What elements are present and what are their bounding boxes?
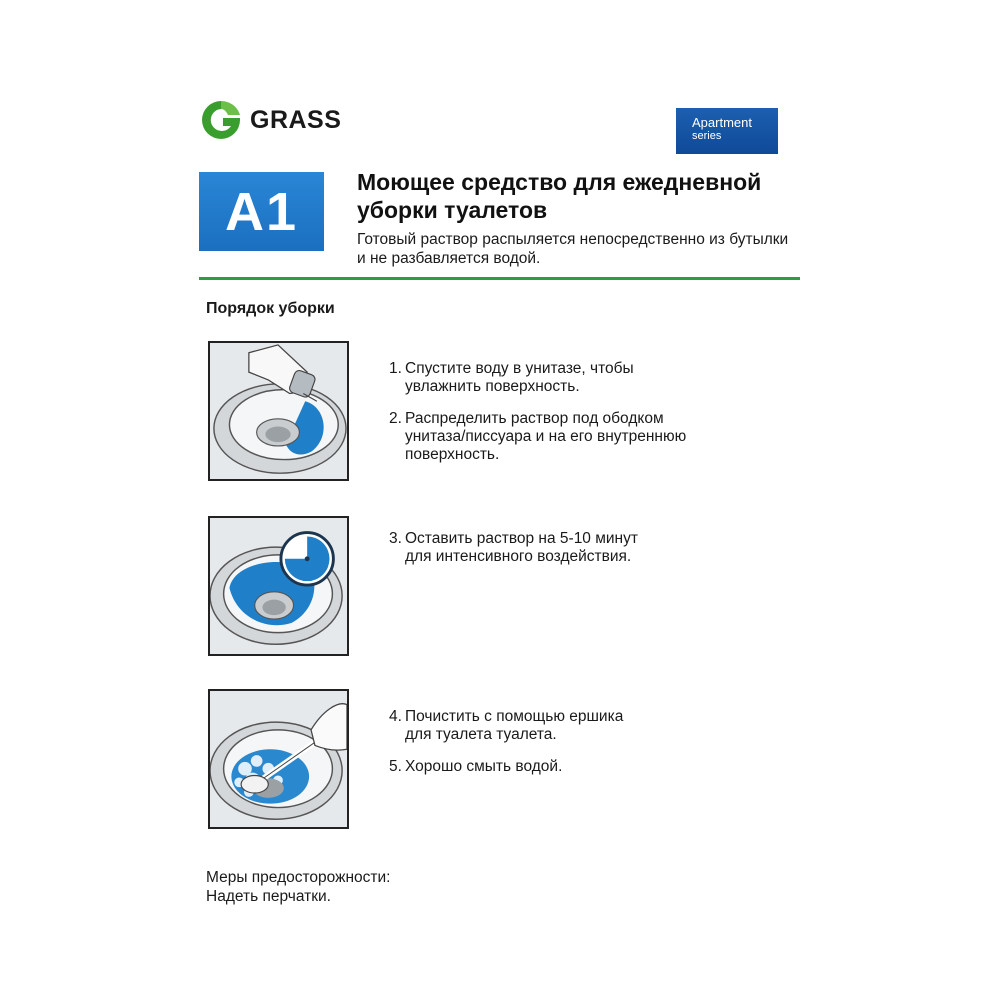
step-1-number: 1. [389, 360, 402, 377]
series-badge-line2: series [692, 130, 722, 142]
step-2-number: 2. [389, 410, 402, 427]
step-2-line3: поверхность. [405, 446, 500, 463]
step-5-line1: Хорошо смыть водой. [405, 758, 563, 775]
series-badge [676, 108, 778, 154]
accent-divider [199, 277, 800, 280]
grass-logo-icon [198, 97, 244, 143]
brand-logo [198, 96, 342, 144]
step-2-line2: унитаза/писсуара и на его внутреннюю [405, 428, 687, 445]
timer-toilet-illustration [208, 516, 349, 656]
step-5-number: 5. [389, 758, 402, 775]
step-4-line2: для туалета туалета. [405, 726, 557, 743]
step-1-line2: увлажнить поверхность. [405, 378, 580, 395]
product-title-line2: уборки туалетов [357, 197, 548, 223]
product-code: A1 [199, 172, 324, 251]
step-3-line2: для интенсивного воздействия. [405, 548, 632, 565]
step-2 [389, 410, 749, 464]
step-3-line1: Оставить раствор на 5-10 минут [405, 530, 638, 547]
instructions-heading: Порядок уборки [206, 300, 335, 317]
step-3 [389, 530, 749, 566]
brand-name: GRASS [250, 105, 342, 134]
product-title [357, 168, 797, 224]
precautions-label: Меры предосторожности: [206, 869, 391, 886]
product-subtitle-line1: Готовый раствор распыляется непосредственно из бутылки [357, 231, 789, 248]
step-1-line1: Спустите воду в унитазе, чтобы [405, 360, 634, 377]
precautions-text: Надеть перчатки. [206, 888, 331, 905]
step-1 [389, 360, 749, 396]
step-4-number: 4. [389, 708, 402, 725]
spray-toilet-illustration [208, 341, 349, 481]
series-badge-line1: Apartment [692, 115, 752, 130]
step-5 [389, 758, 749, 776]
step-2-line1: Распределить раствор под ободком [405, 410, 664, 427]
product-title-line1: Моющее средство для ежедневной [357, 169, 762, 195]
brush-toilet-illustration [208, 689, 349, 829]
product-subtitle [357, 230, 807, 268]
step-3-number: 3. [389, 530, 402, 547]
product-subtitle-line2: и не разбавляется водой. [357, 250, 541, 267]
step-4-line1: Почистить с помощью ершика [405, 708, 624, 725]
step-4 [389, 708, 749, 744]
precautions [206, 868, 390, 906]
